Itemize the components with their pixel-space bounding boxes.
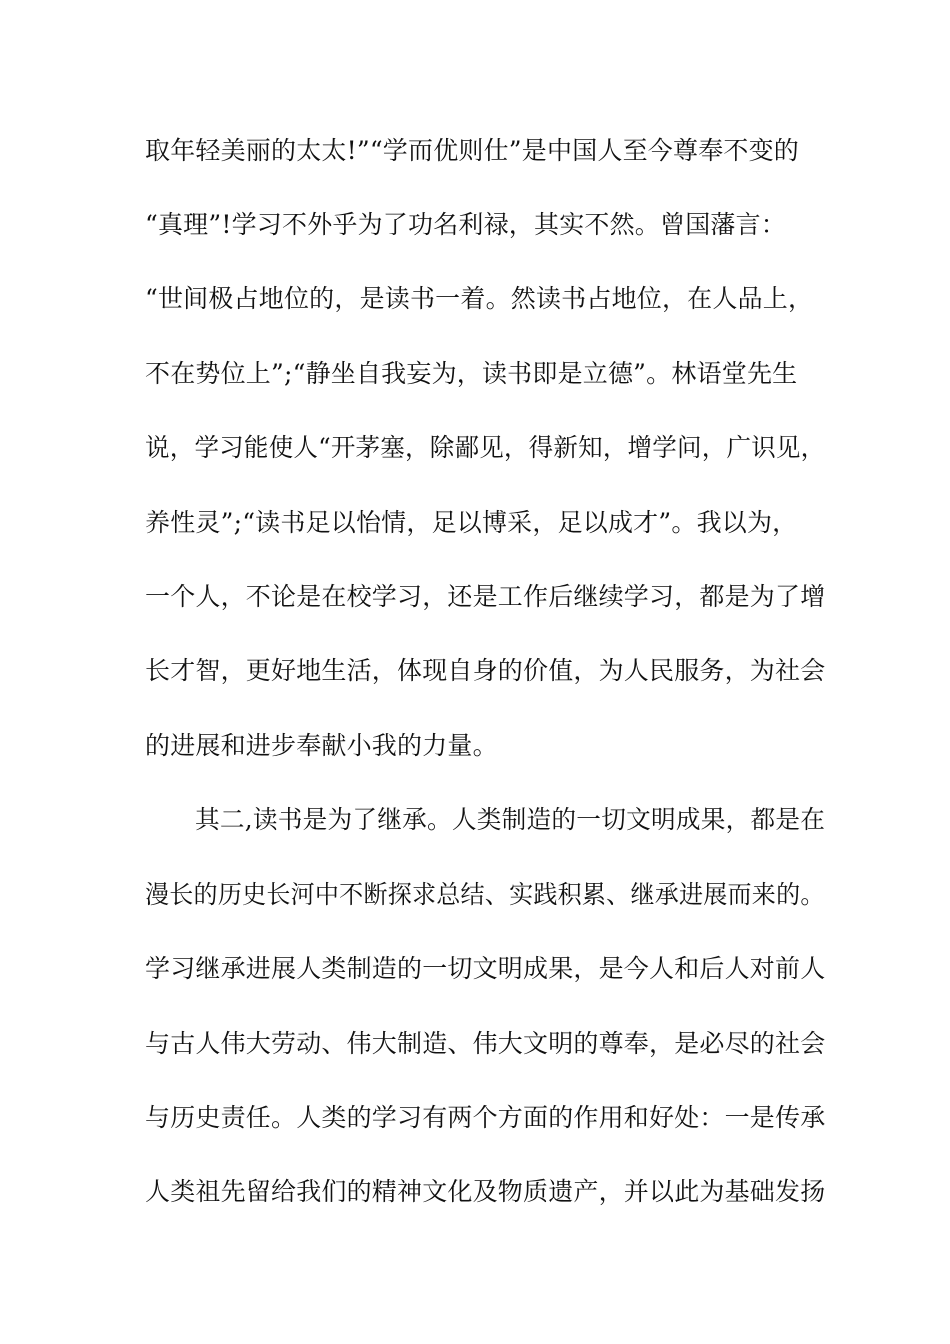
text-line: 与古人伟大劳动、伟大制造、伟大文明的尊奉，是必尽的社会 bbox=[145, 1029, 826, 1058]
text-line: “真理”!学习不外乎为了功名利禄，其实不然。曾国藩言： bbox=[145, 210, 787, 239]
text-line: 漫长的历史长河中不断探求总结、实践积累、继承进展而来的。 bbox=[145, 880, 825, 909]
text-line: 人类祖先留给我们的精神文化及物质遗产，并以此为基础发扬 bbox=[145, 1177, 826, 1206]
text-line: 一个人，不论是在校学习，还是工作后继续学习，都是为了增 bbox=[145, 582, 826, 611]
text-line: 养性灵”;“读书足以怡情，足以博采，足以成才”。我以为， bbox=[145, 508, 798, 537]
text-line: 长才智，更好地生活，体现自身的价值，为人民服务，为社会 bbox=[145, 656, 826, 685]
text-line: 学习继承进展人类制造的一切文明成果，是今人和后人对前人 bbox=[145, 954, 826, 983]
text-line: 与历史责任。人类的学习有两个方面的作用和好处：一是传承 bbox=[145, 1103, 826, 1132]
text-line: 的进展和进步奉献小我的力量。 bbox=[145, 731, 498, 760]
text-line: 不在势位上”;“静坐自我妄为，读书即是立德”。林语堂先生 bbox=[145, 359, 798, 388]
paragraph-first-line: 其二,读书是为了继承。人类制造的一切文明成果，都是在 bbox=[195, 805, 826, 834]
text-line: “世间极占地位的，是读书一着。然读书占地位，在人品上， bbox=[145, 284, 814, 313]
text-line: 说，学习能使人“开茅塞，除鄙见，得新知，增学问，广识见， bbox=[145, 433, 826, 462]
text-line: 取年轻美丽的太太!”“学而优则仕”是中国人至今尊奉不变的 bbox=[145, 136, 799, 165]
